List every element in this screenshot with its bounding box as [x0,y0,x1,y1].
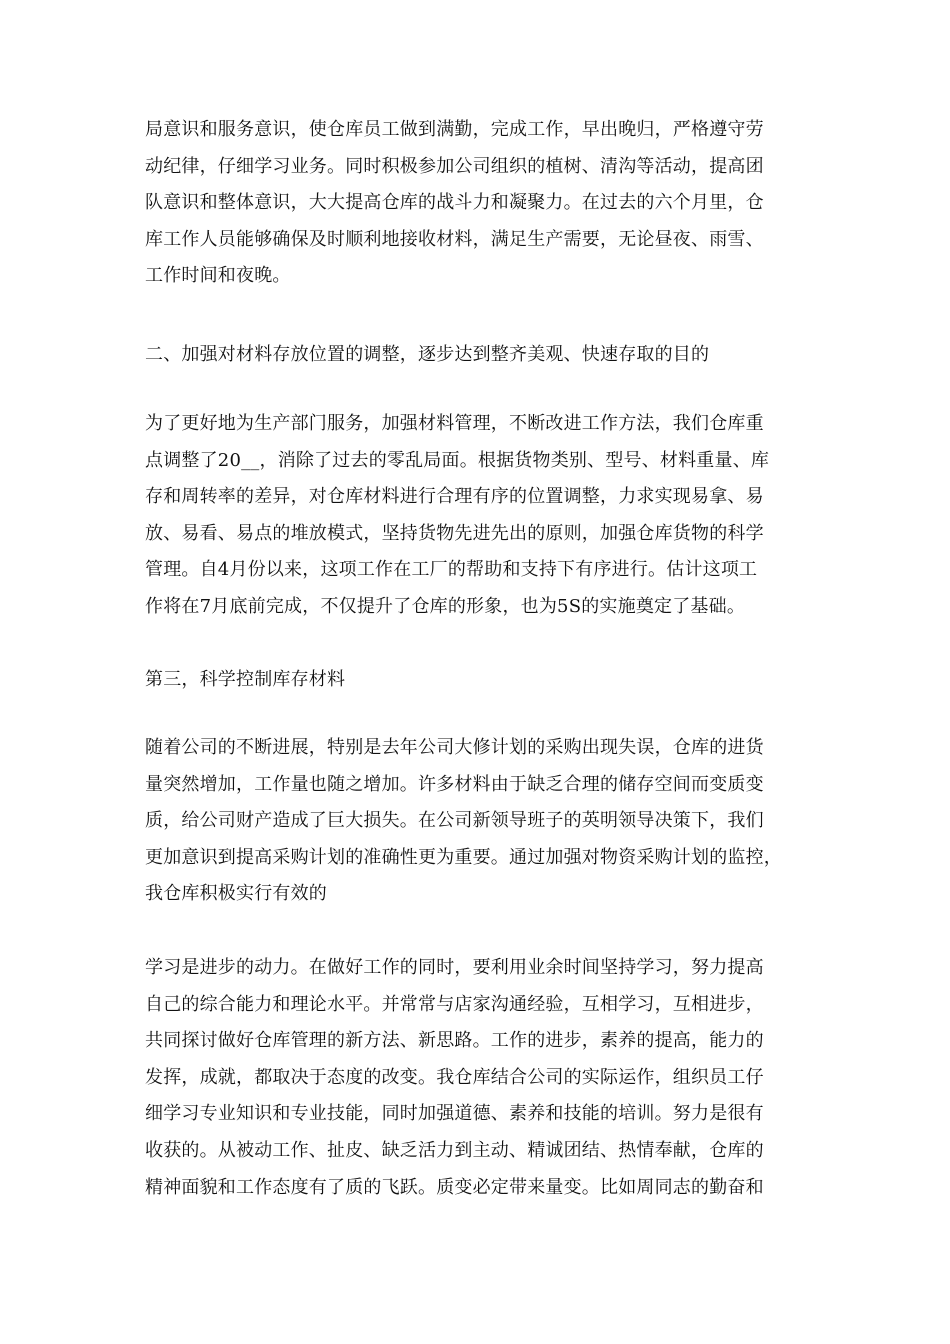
text-line: 放、易看、易点的堆放模式，坚持货物先进先出的原则，加强仓库货物的科学 [145,522,764,544]
text-line: 队意识和整体意识，大大提高仓库的战斗力和凝聚力。在过去的六个月里，仓 [145,192,764,214]
text-line: 发挥，成就，都取决于态度的改变。我仓库结合公司的实际运作，组织员工仔 [145,1066,764,1088]
text-line: 局意识和服务意识，使仓库员工做到满勤，完成工作，早出晚归，严格遵守劳 [145,119,764,140]
text-line: 为了更好地为生产部门服务，加强材料管理，不断改进工作方法，我们仓库重 [145,413,764,434]
text-line: 存和周转率的差异，对仓库材料进行合理有序的位置调整，力求实现易拿、易 [145,486,764,508]
text-line: 工作时间和夜晚。 [145,265,291,287]
text-line: 细学习专业知识和专业技能，同时加强道德、素养和技能的培训。努力是很有 [145,1103,764,1125]
text-line: 动纪律，仔细学习业务。同时积极参加公司组织的植树、清沟等活动，提高团 [145,155,764,177]
text-line: 共同探讨做好仓库管理的新方法、新思路。工作的进步，素养的提高，能力的 [145,1030,764,1052]
text-line: 更加意识到提高采购计划的准确性更为重要。通过加强对物资采购计划的监控， [145,846,782,868]
text-line: 质，给公司财产造成了巨大损失。在公司新领导班子的英明领导决策下，我们 [145,810,764,832]
paragraph-work-attitude [145,112,815,295]
text-line: 点调整了20__，消除了过去的零乱局面。根据货物类别、型号、材料重量、库 [145,449,770,471]
text-line: 随着公司的不断进展，特别是去年公司大修计划的采购出现失误，仓库的进货 [145,737,764,758]
paragraph-inventory-control [145,730,815,913]
text-line: 库工作人员能够确保及时顺利地接收材料，满足生产需要，无论昼夜、雨雪、 [145,228,764,250]
paragraph-storage-adjustment [145,406,815,626]
section-heading-text: 二、加强对材料存放位置的调整，逐步达到整齐美观、快速存取的目的 [145,344,710,365]
paragraph-learning [145,950,815,1206]
section-heading-text: 第三，科学控制库存材料 [145,669,346,690]
text-line: 管理。自4月份以来，这项工作在工厂的帮助和支持下有序进行。估计这项工 [145,559,758,581]
text-line: 作将在7月底前完成，不仅提升了仓库的形象，也为5S的实施奠定了基础。 [145,595,746,617]
text-line: 学习是进步的动力。在做好工作的同时，要利用业余时间坚持学习，努力提高 [145,957,764,978]
text-line: 自己的综合能力和理论水平。并常常与店家沟通经验，互相学习，互相进步， [145,993,764,1015]
section-heading-2 [145,337,815,374]
text-line: 精神面貌和工作态度有了质的飞跃。质变必定带来量变。比如周同志的勤奋和 [145,1176,764,1198]
text-line: 量突然增加，工作量也随之增加。许多材料由于缺乏合理的储存空间而变质变 [145,773,764,795]
text-line: 我仓库积极实行有效的 [145,883,327,905]
section-heading-3 [145,662,815,699]
text-line: 收获的。从被动工作、扯皮、缺乏活力到主动、精诚团结、热情奉献，仓库的 [145,1139,764,1161]
